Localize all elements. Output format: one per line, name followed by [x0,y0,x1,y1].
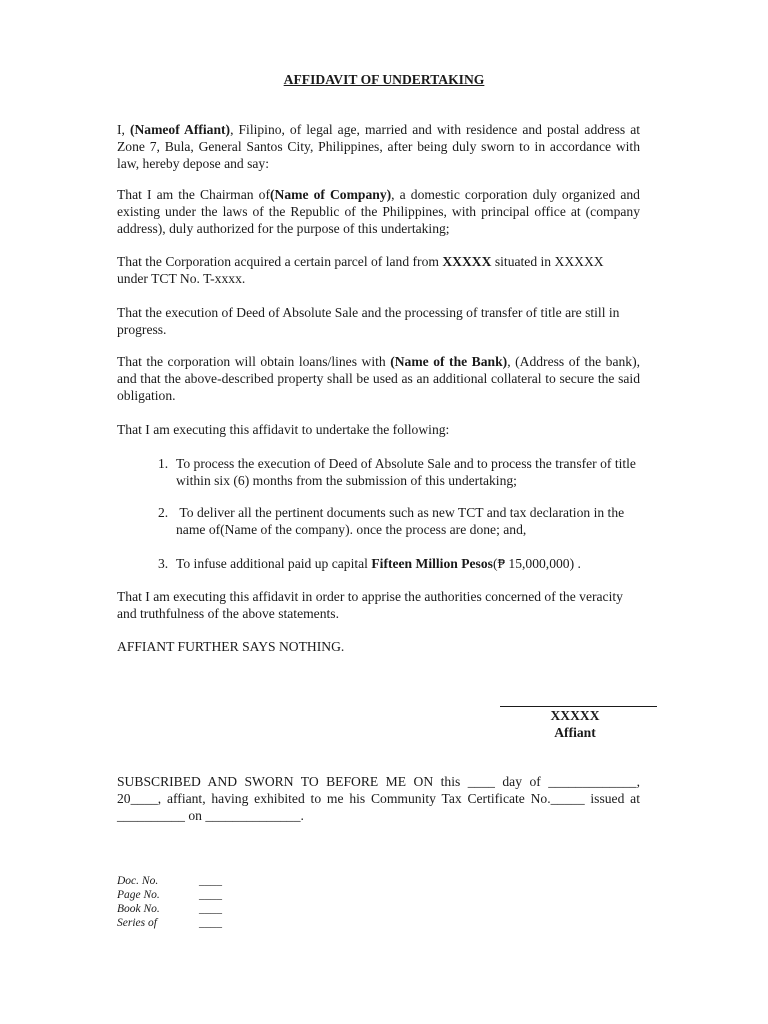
text-segment: That I am the Chairman of [117,187,270,202]
notary-page-no [117,888,222,902]
notary-blank: ____ [199,917,222,929]
notary-label: Page No. [117,889,160,901]
text-segment: situated in XXXXX under TCT No. T-xxxx. [117,254,604,286]
paragraph-undertake: That I am executing this affidavit to undertake the following: [117,422,450,437]
affiant-name-placeholder: (Nameof Affiant) [129,122,231,137]
text-segment: I, [117,122,130,137]
paragraph-apprise: That I am executing this affidavit in order to apprise the authorities concerned of the veracity and truthfulness of the above statements. [117,589,623,621]
seller-placeholder: XXXXX [442,254,492,269]
document-title: AFFIDAVIT OF UNDERTAKING [283,72,485,87]
paragraph-chairman [117,186,640,237]
list-text [176,555,638,572]
paragraph-land-acquisition [117,253,632,287]
text-segment: , (Address of the bank), and that the above-described property shall be used as an additional collateral to secure the said obligation. [117,354,641,403]
text-segment: To infuse additional paid up capital [176,556,372,571]
capital-amount-figure: (₱ 15,000,000) . [492,556,581,571]
paragraph-further-says: AFFIANT FURTHER SAYS NOTHING. [117,639,345,654]
paragraph-jurat: SUBSCRIBED AND SWORN TO BEFORE ME ON this ____ day of _____________, 20____, affiant, having exhibited to me his Community Tax Certificate No._____ issued at __________ on ______________. [117,774,640,823]
paragraph-affiant-intro [117,121,640,172]
text-segment: That the corporation will obtain loans/lines with [117,354,391,369]
paragraph-deed-progress: That the execution of Deed of Absolute Sale and the processing of transfer of title are still in progress. [117,305,620,337]
notary-blank: ____ [199,903,222,915]
paragraph-loans [117,353,640,404]
text-segment: That the Corporation acquired a certain parcel of land from [117,254,443,269]
signature-name: XXXXX [550,708,600,723]
text-segment: , Filipino, of legal age, married and with residence and postal address at Zone 7, Bula, General Santos City, Philippines, after being duly sworn to in accordance with law, hereby depose and say: [117,122,641,171]
list-text: To process the execution of Deed of Absolute Sale and to process the transfer of title within six (6) months from the submission of this undertaking; [176,456,636,488]
capital-amount-words: Fifteen Million Pesos [371,556,493,571]
notary-series-of [117,916,222,930]
notary-doc-no [117,874,222,888]
notary-blank: ____ [199,889,222,901]
notary-label: Doc. No. [117,875,159,887]
bank-name-placeholder: (Name of the Bank) [390,354,508,369]
text-segment: , a domestic corporation duly organized and existing under the laws of the Republic of the Philippines, with principal office at (company address), duly authorized for the purpose of this undertaking; [117,187,640,236]
list-number: 2. [158,505,169,520]
notary-label: Series of [117,917,157,929]
notary-blank: ____ [199,875,222,887]
notary-label: Book No. [117,903,160,915]
signature-role: Affiant [554,725,596,740]
list-number: 1. [158,456,169,471]
list-text: To deliver all the pertinent documents such as new TCT and tax declaration in the name of(Name of the company). once the process are done; and, [176,505,628,537]
company-name-placeholder: (Name of Company) [270,187,392,202]
list-number: 3. [158,556,169,571]
notary-book-no [117,902,222,916]
